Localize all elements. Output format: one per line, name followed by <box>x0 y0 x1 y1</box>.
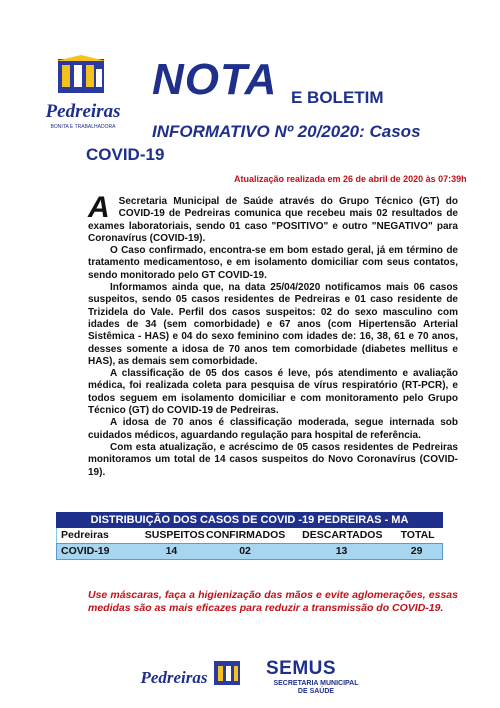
table-header-cell: CONFIRMADOS <box>205 529 286 541</box>
table-header-cell: Pedreiras <box>61 529 109 541</box>
title-nota: NOTA <box>152 55 278 104</box>
table-cell: 29 <box>410 545 423 557</box>
paragraph-3: Informamos ainda que, na data 25/04/2020 notificamos mais 06 casos suspeitos, sendo 05 casos residentes de Pedreiras e 01 caso residente de Trizidela do Vale. Perfil dos casos suspeitos: 02 do sexo masculino com idades de 34 (sem comorbidade) e 67 anos (com Hipertensão Arterial Sistêmica - HAS) e 04 do sexo feminino com idades de: 16, 38, 61 e 70 anos, desses somente a idosa de 70 anos tem comorbidade (diabetes mellitus e HAS), as demais sem comorbidade. <box>88 282 458 367</box>
table-header-cell: SUSPEITOS <box>144 529 205 541</box>
update-timestamp: Atualização realizada em 26 de abril de 2020 às 07:39h <box>234 174 467 184</box>
paragraph-2: O Caso confirmado, encontra-se em bom estado geral, já em término de tratamento medicamentoso, e em isolamento domiciliar com seus contatos, sendo monitorado pelo GT COVID-19. <box>88 245 458 281</box>
semus-subtitle: SECRETARIA MUNICIPAL DE SAÚDE <box>273 680 359 695</box>
paragraph-6: Com esta atualização, e acréscimo de 05 casos residentes de Pedreiras monitoramos um total de 14 casos suspeitos do Novo Coronavírus (COVID-19). <box>88 441 458 478</box>
paragraph-1: A Secretaria Municipal de Saúde através do Grupo Técnico (GT) do COVID-19 de Pedreiras comunica que recebeu mais 02 resultados de exames laboratoriais, sendo 01 caso "POSITIVO" e outro "NEGATIVO" para Coronavírus (COVID-19). <box>88 191 458 244</box>
table-header-cell: TOTAL <box>400 529 435 541</box>
table-cell: 14 <box>165 545 178 557</box>
title-e-boletim: E BOLETIM <box>291 88 384 107</box>
paragraph-5: A idosa de 70 anos é classificação moderada, segue internada sob cuidados médicos, aguardando regulação para hospital de referência. <box>88 417 458 441</box>
table-header-row <box>56 528 443 543</box>
drop-cap: A <box>88 191 110 224</box>
semus-title: SEMUS <box>266 658 337 679</box>
footer-pedreiras-logo <box>132 659 262 695</box>
table-cell: COVID-19 <box>61 545 110 557</box>
table-header-cell: DESCARTADOS <box>302 529 383 541</box>
table-row <box>56 543 443 560</box>
title-informativo: INFORMATIVO Nº 20/2020: Casos <box>152 122 421 141</box>
svg-text:Pedreiras: Pedreiras <box>140 668 208 687</box>
table-title: DISTRIBUIÇÃO DOS CASOS DE COVID -19 PEDREIRAS - MA <box>56 512 443 528</box>
health-warning: Use máscaras, faça a higienização das mãos e evite aglomerações, essas medidas são as mais eficazes para reduzir a transmissão do COVID-19. <box>88 589 458 614</box>
pedreiras-logo <box>28 55 138 135</box>
document-body <box>88 191 458 479</box>
table-cell: 02 <box>239 545 251 557</box>
cases-table <box>56 512 443 560</box>
svg-text:BONITA E TRABALHADORA: BONITA E TRABALHADORA <box>50 124 116 130</box>
logo-wordmark: Pedreiras <box>45 101 121 122</box>
paragraph-4: A classificação de 05 dos casos é leve, pós atendimento e avaliação médica, foi realizada coleta para pesquisa de vírus respiratório (RT-PCR), e todos seguem em isolamento domiciliar e com monitoramento pelo Grupo Técnico (GT) do COVID-19 de Pedreiras. <box>88 368 458 417</box>
table-cell: 13 <box>335 545 348 557</box>
title-covid: COVID-19 <box>86 145 165 164</box>
